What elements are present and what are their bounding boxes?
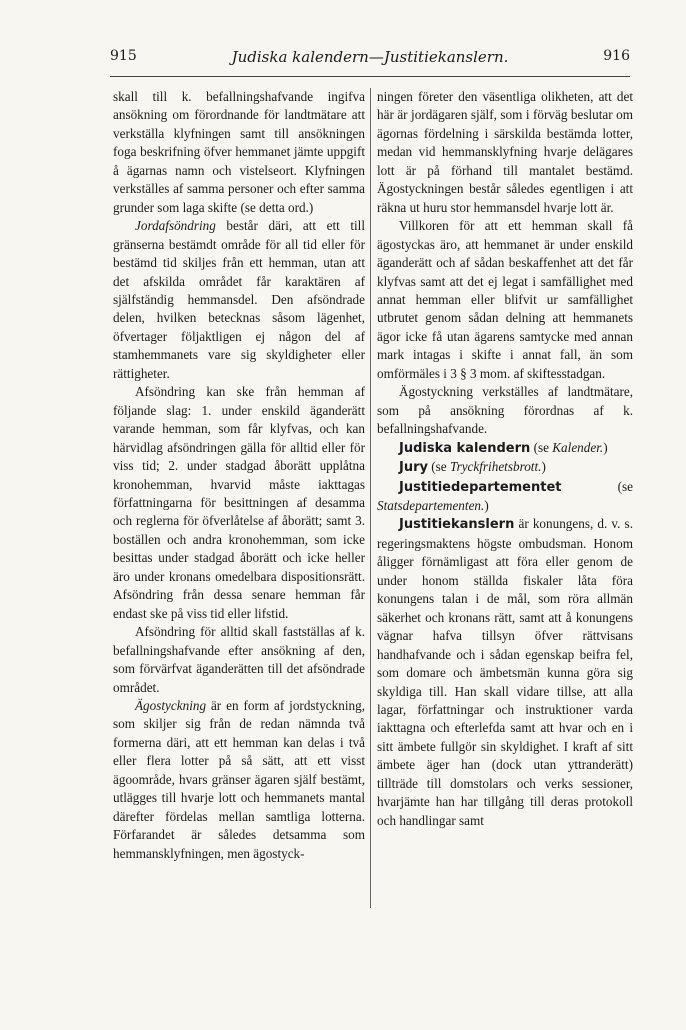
entry-judiska-kalendern: Judiska kalendern (se Kalender.) <box>399 439 608 456</box>
left-column <box>113 88 365 863</box>
term-agostyckning: Ägostyckning <box>135 697 207 713</box>
entry-term: Jury <box>399 460 428 476</box>
column-divider <box>370 88 371 908</box>
paragraph <box>113 217 365 383</box>
paragraph: Afsöndring för alltid skall fastställas af k. befallningshafvande efter ansökning af den, som förvärfvat äganderätten till det afsöndrade området. <box>113 624 365 695</box>
cross-reference: Tryckfrihetsbrott. <box>449 459 542 475</box>
paragraph-text: består däri, att ett till gränserna bestämdt område för all tid eller för bestämd tid skiljes från ett hemman, utan att det afskilda området får karaktären af själfständig hemmansdel. Den afsöndrade delen, hvilken betecknas såsom lägenhet, öfvertager följaktligen ej någon del af stamhemmanets vare sig skyldigheter eller rättigheter. <box>113 218 365 381</box>
header-rule <box>110 76 630 77</box>
entry-jury: Jury (se Tryckfrihetsbrott.) <box>399 459 546 476</box>
page-number-right: 916 <box>603 48 630 64</box>
entry-term: Judiska kalendern <box>399 440 531 456</box>
entry-term: Justitiedepartementet <box>399 479 562 495</box>
term-jordafsondring: Jordafsöndring <box>135 218 216 234</box>
paragraph: ningen företer den väsentliga olikheten, att det här är jordägaren själf, som i förväg beslutar om ägornas fördelning i särskilda bestämda lotter, medan vid hemmansklyfning hvarje delägares lott är på förhand till mantalet bestämd. Ägostyckningen består således egentligen i att räkna ut huru stor hemmansdel hvarje lott är. <box>377 89 633 215</box>
paragraph <box>113 697 365 863</box>
entry-term: Justitiekanslern <box>399 517 515 533</box>
paragraph-text: är en form af jordstyckning, som skiljer sig från de redan nämnda två formerna däri, att ett hemman kan delas i två eller flera lotter på så sätt, att ett visst ägoområde, hvars gränser ägaren själf bestämt, utlägges till hvarje lott och hemmanets mantal därefter fördelas mellan samtliga lotterna. Förfarandet är således detsamma som hemmansklyfningen, men ägostyck- <box>113 697 365 861</box>
paragraph: Ägostyckning verkställes af landtmätare, som på ansökning förordnas af k. befallningshafvande. <box>377 384 633 437</box>
paragraph: skall till k. befallningshafvande ingifva ansökning om förordnande för landtmätare att verkställa klyfningen samt till ansökningen foga beskrifning öfver hemmanet jämte uppgift å ägarnas namn och vistelseort. Klyfningen verkställes af samma personer och efter samma grunder som laga skifte (se detta ord.) <box>113 89 365 215</box>
page-number-left: 915 <box>110 48 137 64</box>
cross-reference: Statsdepartementen. <box>377 497 485 513</box>
entry-justitiedepartementet: Justitiedepartementet (se Statsdepartementen.) <box>377 478 633 513</box>
running-title: Judiska kalendern—Justitiekanslern. <box>231 48 509 66</box>
page-header <box>110 48 630 70</box>
cross-reference: Kalender. <box>552 439 604 455</box>
entry-justitiekanslern <box>377 515 633 830</box>
paragraph: Afsöndring kan ske från hemman af följande slag: 1. under enskild äganderätt varande hemman, som får klyfvas, och kan härvidlag afsöndringen gälla för alltid eller för viss tid; 2. under stadgad åborätt upplåtna kronohemman, hvarvid måste iakttagas författningarna för besittningen af desamma och reglerna för öfverlåtelse af åborätt; samt 3. boställen och andra kronohemman, som icke besittas under stadgad åborätt och icke heller äro under kronans omedelbara dispositionsrätt. Afsöndring från dessa senare hemman får endast ske på viss tid eller lifstid. <box>113 384 365 621</box>
right-column <box>377 88 633 830</box>
paragraph: Villkoren för att ett hemman skall få ägostyckas äro, att hemmanet är under enskild äganderätt och af sådan beskaffenhet att det får klyfvas samt att det ej legat i samfällighet med annat hemman eller blifvit ur samfällighet utbrutet genom sådan delning att hemmanets ägor icke få utan ägarens samtycke med annan mark intagas i skifte i annat fall, än som omförmäles i 3 § 3 mom. af skiftesstadgan. <box>377 218 633 381</box>
entry-text: är konungens, d. v. s. regeringsmaktens högste ombudsman. Honom åligger förnämligast att föra eller genom de under honom ställda fiskaler låta föra konungens talan i de mål, som röra allmän säkerhet och kronans rätt, samt att å konungens vägnar hafva tillsyn öfver rättvisans handhafvande och i sådan egenskap beifra fel, som domare och ämbetsmän kunna göra sig skyldiga till. Han skall vidare tillse, att alla lagar, författningar och instruktioner varda iakttagna och efterlefda samt att hvar och en i sitt ämbete fullgör sin skyldighet. I kraft af sitt ämbete äger han (dock utan yttranderätt) tillträde till domstolars och verks sessioner, hvarjämte han har tillgång till deras protokoll och handlingar samt <box>377 516 633 828</box>
